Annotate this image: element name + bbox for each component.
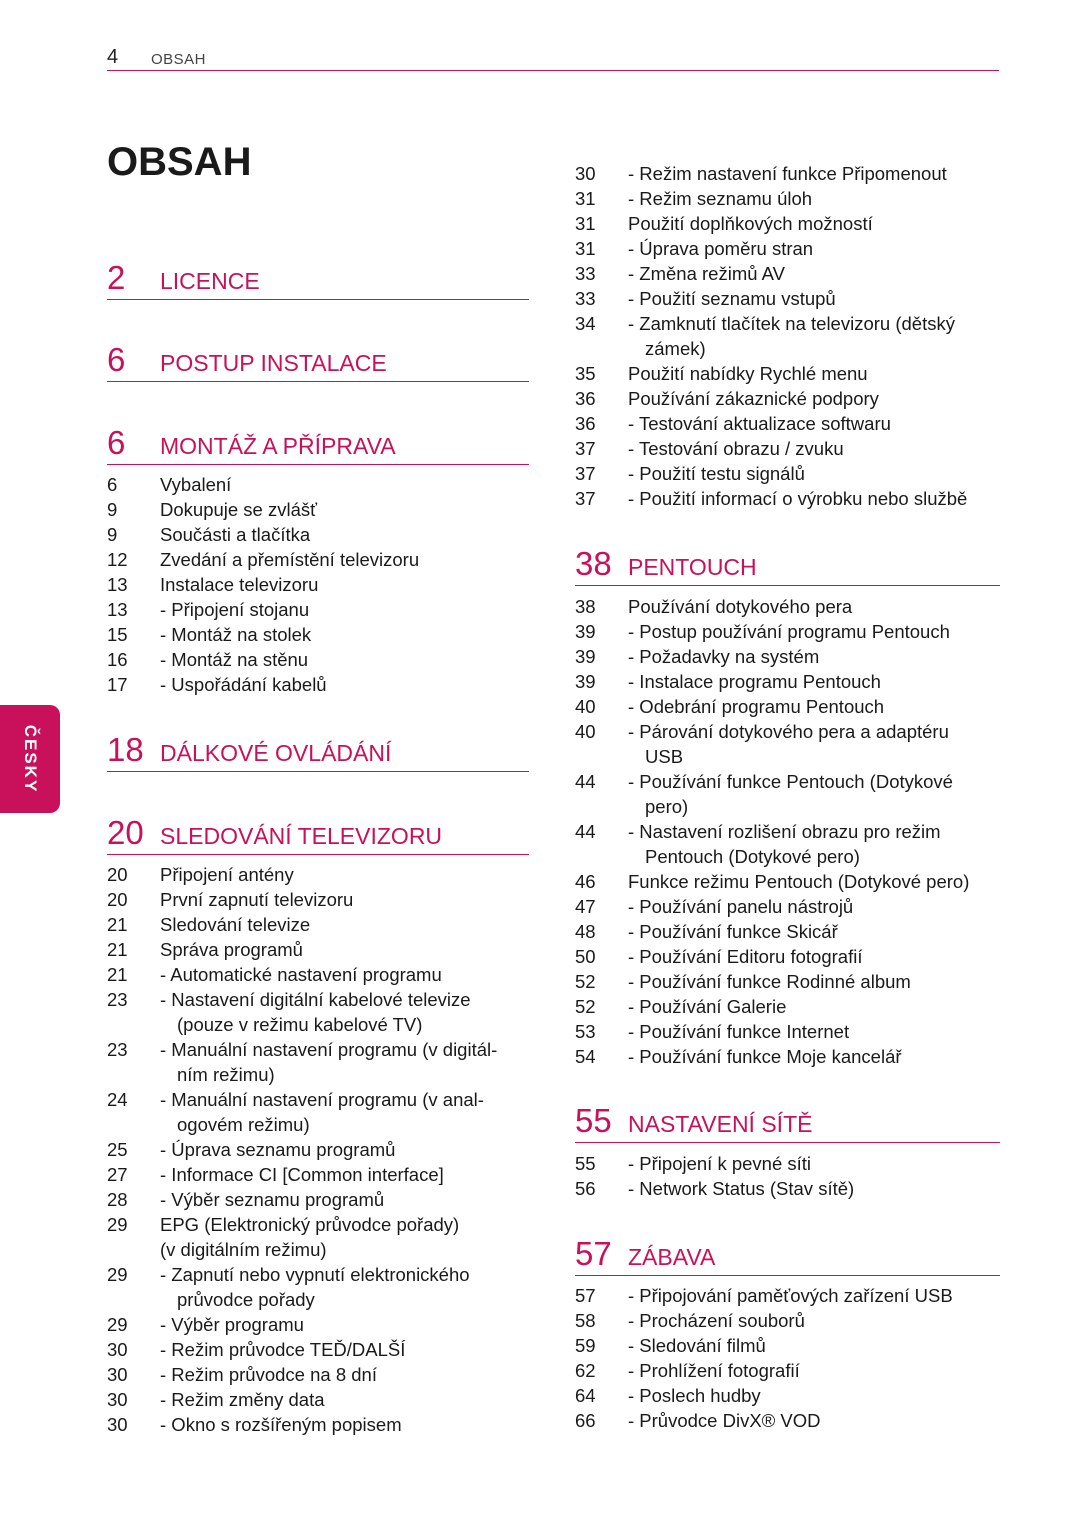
entry-title: Vybalení bbox=[160, 474, 232, 495]
toc-section-heading[interactable] bbox=[107, 731, 529, 772]
entry-page-number: 28 bbox=[107, 1189, 128, 1210]
entry-title: - Výběr seznamu programů bbox=[160, 1189, 385, 1210]
entry-title: Součásti a tlačítka bbox=[160, 524, 311, 545]
entry-title: EPG (Elektronický průvodce pořady) bbox=[160, 1214, 460, 1235]
entry-title: - Připojování paměťových zařízení USB bbox=[628, 1285, 953, 1306]
entry-page-number: 27 bbox=[107, 1164, 128, 1185]
entry-title: - Režim seznamu úloh bbox=[628, 188, 813, 209]
entry-page-number: 21 bbox=[107, 914, 128, 935]
entry-title: - Připojení stojanu bbox=[160, 599, 310, 620]
entry-page-number: 9 bbox=[107, 524, 118, 545]
toc-section-heading[interactable] bbox=[575, 545, 1000, 586]
entry-page-number: 13 bbox=[107, 574, 128, 595]
toc-section-heading[interactable] bbox=[575, 1235, 1000, 1276]
entry-page-number: 39 bbox=[575, 671, 596, 692]
entry-title: - Nastavení rozlišení obrazu pro režim bbox=[628, 821, 941, 842]
section-title: SLEDOVÁNÍ TELEVIZORU bbox=[160, 823, 443, 849]
entry-title: - Automatické nastavení programu bbox=[160, 964, 442, 985]
entry-title: - Používání funkce Skicář bbox=[628, 921, 838, 942]
entry-page-number: 23 bbox=[107, 1039, 128, 1060]
entry-title: - Poslech hudby bbox=[628, 1385, 761, 1406]
entry-title-continuation: pero) bbox=[645, 796, 689, 817]
entry-title: - Používání Galerie bbox=[628, 996, 787, 1017]
entry-title: Sledování televize bbox=[160, 914, 311, 935]
section-page-number: 6 bbox=[107, 424, 126, 461]
entry-title: - Párování dotykového pera a adaptéru bbox=[628, 721, 949, 742]
entry-title: - Procházení souborů bbox=[628, 1310, 805, 1331]
entry-page-number: 20 bbox=[107, 864, 128, 885]
entry-title: - Průvodce DivX® VOD bbox=[628, 1410, 821, 1431]
entry-page-number: 39 bbox=[575, 621, 596, 642]
entry-title: První zapnutí televizoru bbox=[160, 889, 354, 910]
entry-page-number: 9 bbox=[107, 499, 118, 520]
entry-title: - Režim průvodce TEĎ/DALŠÍ bbox=[160, 1339, 406, 1360]
entry-page-number: 30 bbox=[107, 1389, 128, 1410]
entry-title: - Režim změny data bbox=[160, 1389, 325, 1410]
entry-title: - Používání funkce Moje kancelář bbox=[628, 1046, 902, 1067]
toc-section-heading[interactable] bbox=[575, 1102, 1000, 1143]
entry-page-number: 37 bbox=[575, 488, 596, 509]
entry-page-number: 58 bbox=[575, 1310, 596, 1331]
entry-page-number: 31 bbox=[575, 238, 596, 259]
entry-page-number: 40 bbox=[575, 721, 596, 742]
entry-page-number: 12 bbox=[107, 549, 128, 570]
entry-title: - Použití seznamu vstupů bbox=[628, 288, 836, 309]
entry-page-number: 15 bbox=[107, 624, 128, 645]
entry-page-number: 17 bbox=[107, 674, 128, 695]
entry-title: - Testování obrazu / zvuku bbox=[628, 438, 844, 459]
entry-page-number: 44 bbox=[575, 821, 596, 842]
entry-title: - Používání panelu nástrojů bbox=[628, 896, 854, 917]
section-title: MONTÁŽ A PŘÍPRAVA bbox=[160, 433, 396, 459]
entry-title: Instalace televizoru bbox=[160, 574, 319, 595]
entry-page-number: 50 bbox=[575, 946, 596, 967]
entry-page-number: 36 bbox=[575, 413, 596, 434]
entry-page-number: 16 bbox=[107, 649, 128, 670]
entry-title-continuation: (v digitálním režimu) bbox=[160, 1239, 327, 1260]
entry-page-number: 37 bbox=[575, 438, 596, 459]
entry-page-number: 6 bbox=[107, 474, 118, 495]
entry-title: - Nastavení digitální kabelové televize bbox=[160, 989, 471, 1010]
section-page-number: 6 bbox=[107, 341, 126, 378]
header-title: OBSAH bbox=[151, 51, 207, 68]
toc-section-heading[interactable] bbox=[107, 424, 529, 465]
toc-section-heading[interactable] bbox=[107, 259, 529, 300]
toc-section-heading[interactable] bbox=[107, 341, 529, 382]
entry-title: - Používání funkce Internet bbox=[628, 1021, 850, 1042]
entry-title-continuation: průvodce pořady bbox=[177, 1289, 315, 1310]
entry-page-number: 52 bbox=[575, 971, 596, 992]
entry-title: - Výběr programu bbox=[160, 1314, 304, 1335]
entry-title: - Instalace programu Pentouch bbox=[628, 671, 881, 692]
entry-page-number: 59 bbox=[575, 1335, 596, 1356]
entry-page-number: 62 bbox=[575, 1360, 596, 1381]
entry-page-number: 54 bbox=[575, 1046, 596, 1067]
entry-page-number: 29 bbox=[107, 1264, 128, 1285]
entry-title: - Testování aktualizace softwaru bbox=[628, 413, 891, 434]
entry-title: - Požadavky na systém bbox=[628, 646, 820, 667]
entry-page-number: 39 bbox=[575, 646, 596, 667]
entry-title: Funkce režimu Pentouch (Dotykové pero) bbox=[628, 871, 970, 892]
entry-page-number: 30 bbox=[575, 163, 596, 184]
section-page-number: 20 bbox=[107, 814, 144, 851]
entry-page-number: 48 bbox=[575, 921, 596, 942]
page-header bbox=[107, 46, 999, 71]
entry-title: - Postup používání programu Pentouch bbox=[628, 621, 950, 642]
entry-title: - Zamknutí tlačítek na televizoru (dětský bbox=[628, 313, 955, 334]
entry-title: - Používání funkce Pentouch (Dotykové bbox=[628, 771, 953, 792]
entry-title: Používání zákaznické podpory bbox=[628, 388, 879, 409]
entry-title: Používání dotykového pera bbox=[628, 596, 853, 617]
language-tab bbox=[0, 705, 60, 813]
entry-page-number: 25 bbox=[107, 1139, 128, 1160]
entry-title-continuation: (pouze v režimu kabelové TV) bbox=[177, 1014, 423, 1035]
entry-title: Zvedání a přemístění televizoru bbox=[160, 549, 420, 570]
entry-page-number: 37 bbox=[575, 463, 596, 484]
entry-title: Správa programů bbox=[160, 939, 303, 960]
entry-page-number: 21 bbox=[107, 939, 128, 960]
entry-page-number: 31 bbox=[575, 213, 596, 234]
entry-title: - Network Status (Stav sítě) bbox=[628, 1178, 855, 1199]
entry-page-number: 24 bbox=[107, 1089, 128, 1110]
entry-title: - Použití informací o výrobku nebo službě bbox=[628, 488, 968, 509]
entry-page-number: 47 bbox=[575, 896, 596, 917]
entry-title: - Změna režimů AV bbox=[628, 263, 785, 284]
entry-title: - Montáž na stolek bbox=[160, 624, 312, 645]
entry-title: Dokupuje se zvlášť bbox=[160, 499, 318, 520]
entry-page-number: 56 bbox=[575, 1178, 596, 1199]
entry-page-number: 23 bbox=[107, 989, 128, 1010]
entry-title: - Zapnutí nebo vypnutí elektronického bbox=[160, 1264, 470, 1285]
entry-page-number: 55 bbox=[575, 1153, 596, 1174]
entry-page-number: 31 bbox=[575, 188, 596, 209]
entry-title: - Uspořádání kabelů bbox=[160, 674, 327, 695]
entry-title: - Režim průvodce na 8 dní bbox=[160, 1364, 377, 1385]
entry-title: Připojení antény bbox=[160, 864, 294, 885]
entry-title: - Úprava seznamu programů bbox=[160, 1139, 396, 1160]
entry-title-continuation: zámek) bbox=[645, 338, 706, 359]
section-title: PENTOUCH bbox=[628, 554, 757, 580]
entry-title: - Odebrání programu Pentouch bbox=[628, 696, 885, 717]
entry-title-continuation: ogovém režimu) bbox=[177, 1114, 310, 1135]
entry-page-number: 34 bbox=[575, 313, 596, 334]
section-page-number: 18 bbox=[107, 731, 144, 768]
entry-page-number: 30 bbox=[107, 1339, 128, 1360]
entry-page-number: 35 bbox=[575, 363, 596, 384]
section-title: POSTUP INSTALACE bbox=[160, 350, 387, 376]
page-number: 4 bbox=[107, 46, 119, 68]
entry-page-number: 13 bbox=[107, 599, 128, 620]
entry-page-number: 33 bbox=[575, 288, 596, 309]
entry-title-continuation: ním režimu) bbox=[177, 1064, 275, 1085]
entry-title: - Připojení k pevné síti bbox=[628, 1153, 812, 1174]
section-title: LICENCE bbox=[160, 268, 260, 294]
section-page-number: 57 bbox=[575, 1235, 612, 1272]
entry-title: Použití doplňkových možností bbox=[628, 213, 873, 234]
entry-page-number: 21 bbox=[107, 964, 128, 985]
entry-title: - Okno s rozšířeným popisem bbox=[160, 1414, 402, 1435]
entry-page-number: 44 bbox=[575, 771, 596, 792]
entry-page-number: 33 bbox=[575, 263, 596, 284]
entry-title: - Montáž na stěnu bbox=[160, 649, 309, 670]
entry-page-number: 20 bbox=[107, 889, 128, 910]
entry-title: - Prohlížení fotografií bbox=[628, 1360, 800, 1381]
entry-title: - Používání funkce Rodinné album bbox=[628, 971, 911, 992]
page-title: OBSAH bbox=[107, 140, 252, 184]
entry-title: - Používání Editoru fotografií bbox=[628, 946, 863, 967]
entry-page-number: 46 bbox=[575, 871, 596, 892]
entry-title: - Použití testu signálů bbox=[628, 463, 805, 484]
entry-title: - Manuální nastavení programu (v anal- bbox=[160, 1089, 484, 1110]
section-title: NASTAVENÍ SÍTĚ bbox=[628, 1111, 813, 1137]
entry-page-number: 53 bbox=[575, 1021, 596, 1042]
entry-page-number: 30 bbox=[107, 1364, 128, 1385]
entry-page-number: 52 bbox=[575, 996, 596, 1017]
section-title: ZÁBAVA bbox=[628, 1244, 716, 1270]
entry-title: - Úprava poměru stran bbox=[628, 238, 814, 259]
section-page-number: 55 bbox=[575, 1102, 612, 1139]
entry-page-number: 66 bbox=[575, 1410, 596, 1431]
entry-page-number: 64 bbox=[575, 1385, 596, 1406]
entry-page-number: 40 bbox=[575, 696, 596, 717]
entry-page-number: 29 bbox=[107, 1214, 128, 1235]
section-page-number: 38 bbox=[575, 545, 612, 582]
entry-title-continuation: Pentouch (Dotykové pero) bbox=[645, 846, 860, 867]
entry-page-number: 38 bbox=[575, 596, 596, 617]
entry-title: Použití nabídky Rychlé menu bbox=[628, 363, 868, 384]
section-page-number: 2 bbox=[107, 259, 126, 296]
entry-title: - Sledování filmů bbox=[628, 1335, 766, 1356]
entry-page-number: 30 bbox=[107, 1414, 128, 1435]
entry-title: - Režim nastavení funkce Připomenout bbox=[628, 163, 947, 184]
entry-page-number: 36 bbox=[575, 388, 596, 409]
entry-page-number: 29 bbox=[107, 1314, 128, 1335]
section-title: DÁLKOVÉ OVLÁDÁNÍ bbox=[160, 740, 392, 766]
language-tab-label: ČESKY bbox=[21, 724, 40, 794]
entry-title-continuation: USB bbox=[645, 746, 684, 767]
entry-title: - Informace CI [Common interface] bbox=[160, 1164, 444, 1185]
entry-page-number: 57 bbox=[575, 1285, 596, 1306]
entry-title: - Manuální nastavení programu (v digitál- bbox=[160, 1039, 498, 1060]
toc-section-heading[interactable] bbox=[107, 814, 529, 855]
